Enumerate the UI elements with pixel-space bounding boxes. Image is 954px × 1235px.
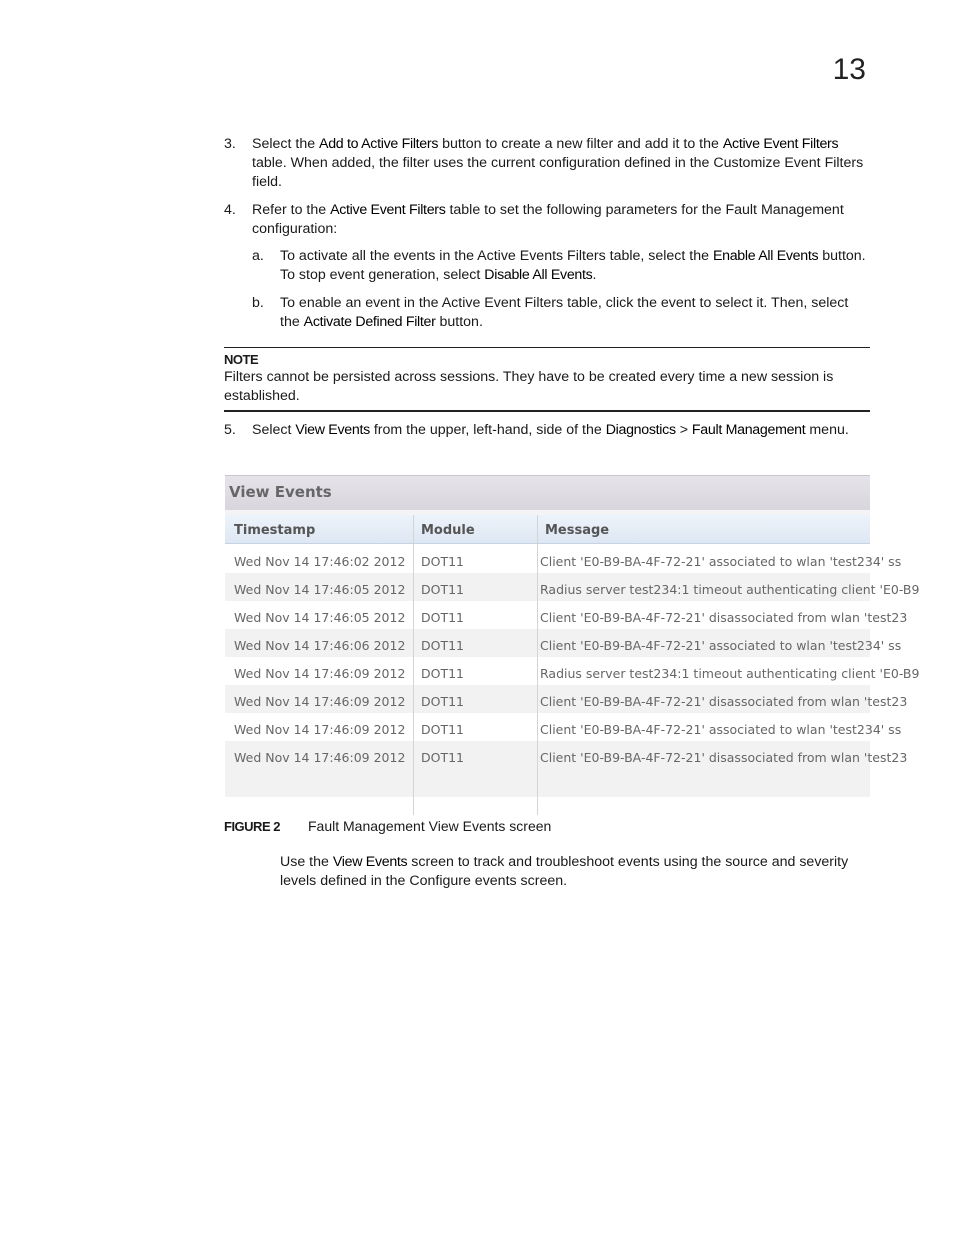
table-row[interactable] [225,741,908,769]
text-run: Select [252,422,296,438]
substep-text [280,294,870,332]
text-run: . [592,267,597,283]
table-row[interactable] [225,713,902,741]
ui-term: View Events [332,854,408,870]
cell-message: Client 'E0-B9-BA-4F-72-21' disassociated from wlan 'test23 [540,694,908,709]
text-run: button. [435,314,483,330]
text-run: table to set the following parameters for the Fault Management configuration: [252,202,844,237]
chapter-number: 13 [832,53,866,86]
table-row[interactable] [225,629,902,657]
figure-label: FIGURE 2 [224,819,280,834]
substep-letter: b. [252,295,264,311]
view-events-title: View Events [229,483,332,501]
cell-message: Client 'E0-B9-BA-4F-72-21' disassociated from wlan 'test23 [540,750,908,765]
substep-b [252,294,870,332]
cell-message: Client 'E0-B9-BA-4F-72-21' disassociated from wlan 'test23 [540,610,908,625]
text-run: from the upper, left-hand, side of the [369,422,606,438]
table-row[interactable] [225,601,908,629]
step-number: 4. [224,202,236,218]
column-header-timestamp[interactable]: Timestamp [225,515,413,544]
text-run: menu. [805,422,849,438]
cell-module: DOT11 [421,694,465,709]
cell-module: DOT11 [421,666,465,681]
text-run: To enable an event in the Active Event Filters table, click the event to select it. Then, select the [280,295,849,330]
cell-module: DOT11 [421,610,465,625]
text-run: button to create a new filter and add it to the [438,136,723,152]
text-run: Select the [252,136,320,152]
ui-term: Active Event Filters [722,136,839,152]
cell-module: DOT11 [421,582,465,597]
table-row[interactable] [225,685,908,713]
table-row[interactable] [225,573,920,601]
cell-module: DOT11 [421,554,465,569]
cell-timestamp: Wed Nov 14 17:46:09 2012 [234,722,406,737]
cell-timestamp: Wed Nov 14 17:46:06 2012 [234,638,406,653]
step-3 [224,135,870,192]
cell-timestamp: Wed Nov 14 17:46:02 2012 [234,554,406,569]
cell-message: Client 'E0-B9-BA-4F-72-21' associated to wlan 'test234' ss [540,554,902,569]
table-row[interactable] [225,657,920,685]
substep-text [280,247,870,285]
cell-timestamp: Wed Nov 14 17:46:09 2012 [234,694,406,709]
cell-module: DOT11 [421,638,465,653]
text-run: > [675,422,692,438]
cell-message: Radius server test234:1 timeout authenticating client 'E0-B9 [540,666,920,681]
text-run: To activate all the events in the Active Events Filters table, select the [280,248,713,264]
cell-timestamp: Wed Nov 14 17:46:09 2012 [234,750,406,765]
ui-term: Diagnostics [605,422,676,438]
cell-message: Client 'E0-B9-BA-4F-72-21' associated to wlan 'test234' ss [540,722,902,737]
note-box [224,347,870,412]
text-run: button. To stop event generation, select [280,248,866,283]
substep-a [252,247,870,285]
cell-module: DOT11 [421,722,465,737]
ui-term: Disable All Events [484,267,593,283]
cell-module: DOT11 [421,750,465,765]
table-row[interactable] [225,545,902,573]
view-events-title-bar [225,475,870,511]
step-text [252,421,870,440]
step-4 [224,201,870,239]
text-run: screen to track and troubleshoot events using the source and severity levels defined in the Configure events screen. [280,854,849,889]
cell-message: Radius server test234:1 timeout authenticating client 'E0-B9 [540,582,920,597]
substep-letter: a. [252,248,264,264]
ui-term: Active Event Filters [330,202,446,218]
step-5 [224,421,870,440]
step-text [252,135,870,192]
figure-title: Fault Management View Events screen [308,818,552,834]
view-events-screenshot [225,475,920,813]
step-number: 3. [224,136,236,152]
column-header-message[interactable]: Message [538,515,870,544]
ui-term: Fault Management [691,422,806,438]
text-run: Refer to the [252,202,331,218]
cell-timestamp: Wed Nov 14 17:46:05 2012 [234,610,406,625]
cell-message: Client 'E0-B9-BA-4F-72-21' associated to wlan 'test234' ss [540,638,902,653]
text-run: table. When added, the filter uses the current configuration defined in the Customize Event Filters field. [252,155,864,190]
closing-paragraph [280,853,872,891]
table-row-empty [225,769,870,797]
step-number: 5. [224,422,236,438]
text-run: Use the [280,854,333,870]
note-heading: NOTE [224,352,259,367]
cell-timestamp: Wed Nov 14 17:46:09 2012 [234,666,406,681]
cell-timestamp: Wed Nov 14 17:46:05 2012 [234,582,406,597]
step-text [252,201,870,239]
note-body: Filters cannot be persisted across sessions. They have to be created every time a new session is established. [224,369,834,404]
ui-term: Add to Active Filters [319,136,439,152]
column-header-module[interactable]: Module [414,515,537,544]
ui-term: Activate Defined Filter [303,314,436,330]
ui-term: View Events [295,422,370,438]
ui-term: Enable All Events [712,248,819,264]
